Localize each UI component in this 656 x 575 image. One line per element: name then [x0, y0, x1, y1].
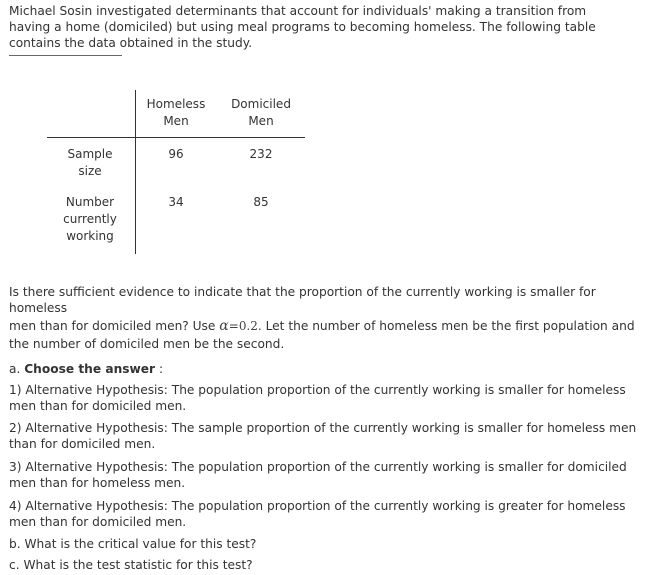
header-domiciled-men — [223, 96, 299, 130]
row-label-sample-size — [53, 146, 127, 180]
row-working-line1: Number — [65, 195, 115, 209]
cell-working-domiciled: 85 — [253, 195, 269, 209]
cell-working-homeless: 34 — [168, 195, 184, 209]
row-sample-line1: Sample — [67, 147, 113, 161]
cell-sample-domiciled: 232 — [249, 147, 273, 161]
option-2[interactable]: 2) Alternative Hypothesis: The sample proportion of the currently working is smaller for homeless men than for domiciled men. — [9, 421, 637, 451]
header-homeless-line2: Men — [163, 114, 189, 128]
problem-intro: Michael Sosin investigated determinants that account for individuals' making a transition from having a home (domiciled) but using meal programs to becoming homeless. The following table contains the data obtained in the study. — [9, 4, 596, 50]
option-3[interactable]: 3) Alternative Hypothesis: The population proportion of the currently working is smaller for domiciled men than for homeless men. — [9, 460, 627, 490]
part-a-suffix: : — [158, 362, 164, 376]
row-sample-line2: size — [78, 164, 102, 178]
part-a-heading — [9, 361, 649, 377]
part-c-question: c. What is the test statistic for this test? — [9, 558, 253, 572]
table-vertical-rule — [135, 90, 136, 254]
part-a-bold-label: Choose the answer — [24, 362, 156, 376]
intro-underline — [9, 55, 122, 56]
alpha-symbol: α — [219, 318, 229, 334]
cell-sample-homeless: 96 — [168, 147, 184, 161]
table-horizontal-rule — [47, 137, 305, 138]
question-alpha-before: men than for domiciled men? Use — [9, 319, 216, 333]
header-domiciled-line2: Men — [248, 114, 274, 128]
header-domiciled-line1: Domiciled — [231, 97, 291, 111]
data-table — [47, 90, 305, 254]
option-4[interactable]: 4) Alternative Hypothesis: The population proportion of the currently working is greater for homeless men than for domiciled men. — [9, 499, 626, 529]
header-homeless-line1: Homeless — [146, 97, 206, 111]
alpha-value: =0.2. — [228, 319, 262, 333]
header-homeless-men — [139, 96, 213, 130]
part-a-prefix: a. — [9, 362, 21, 376]
question-alpha-after: Let the number of homeless men be the first population and — [265, 319, 635, 333]
row-label-number-working — [51, 194, 129, 245]
question-population-note: the number of domiciled men be the second. — [9, 337, 285, 351]
row-working-line3: working — [66, 229, 114, 243]
option-1[interactable]: 1) Alternative Hypothesis: The population proportion of the currently working is smaller for homeless men than for domiciled men. — [9, 383, 626, 413]
row-working-line2: currently — [63, 212, 117, 226]
question-alpha-line — [9, 318, 649, 334]
part-b-question: b. What is the critical value for this test? — [9, 537, 257, 551]
question-text: Is there sufficient evidence to indicate that the proportion of the currently working is smaller for homeless — [9, 285, 596, 315]
